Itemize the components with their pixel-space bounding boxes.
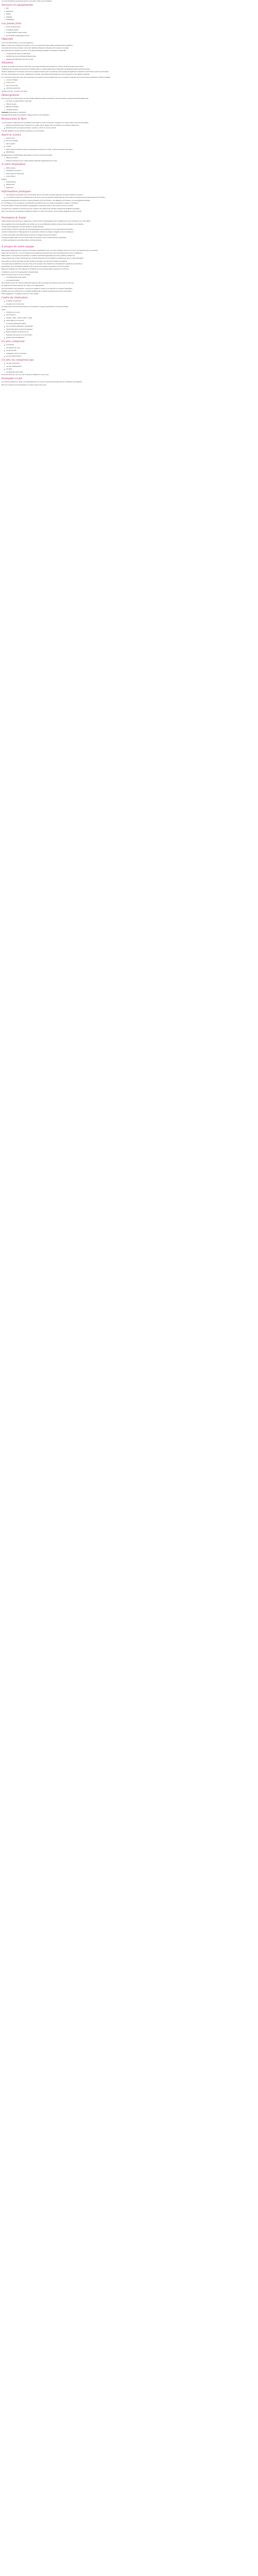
paragraph: Chaque session est l'occasion d'échanger avec d'autres professionnels et de partager vos expériences dans un cadre bienveillant. (2, 258, 84, 260)
list-item: Les repas (6, 368, 256, 370)
paragraph: Les personnes en situation de handicap peuvent contacter notre référent afin d'étudier ensemble les adaptations possibles. (2, 208, 80, 210)
list-item: Paperboard (6, 187, 256, 189)
paragraph: Depuis plus de quinze ans, nous accompagnons les entreprises et les particuliers dans le développement de leurs compétences. (2, 252, 83, 254)
paragraph: Les dates des prochaines sessions sont mises à jour régulièrement. (2, 285, 44, 287)
list-item: Pause déjeuner d'une heure (6, 320, 256, 321)
paragraph: Un questionnaire de satisfaction vous sera remis en fin de session afin d'améliorer continuellement la qualité de nos formations. (2, 263, 83, 265)
list-item: Mises en situation et études de cas (6, 331, 256, 333)
list-item: Les pauses café (6, 350, 256, 351)
hebergement-heading: Hébergement (2, 93, 20, 97)
cadre-list (2, 300, 256, 305)
paragraph: Inscription possible jusqu'à 15 jours avant le début de la session, dans la limite des places disponibles. (2, 236, 67, 239)
paragraph: Nos résultats : 98 % de stagiaires satisfaits et 95 % de taux de réussite aux évaluations de fin de formation. (2, 266, 70, 268)
list-item: Parc et jardins (6, 143, 256, 145)
list-item: Accompagnement personnalisé (6, 277, 256, 278)
list-item: Les dépenses personnelles (6, 371, 256, 373)
list-item: Soit 14 heures (6, 314, 256, 316)
prix-heading: Ce prix comprend (2, 340, 25, 344)
paragraph: Nous apprendrons ensemble à structurer votre démarche étape par étape et à anticiper les difficultés. (2, 50, 67, 52)
sub-label: Durée (2, 309, 6, 311)
intro-line: Ce cours fait partie du programme Lyceum. Ceci est le contenu pour formations. (2, 1, 53, 2)
paragraph: Les mesures sanitaires en vigueur sont appliquées dans nos locaux. Du gel hydroalcoolique est mis à disposition des stagiaires. (2, 381, 83, 383)
paragraph: Un devis personnalisé peut vous être adressé sur simple demande. (2, 226, 44, 228)
list-item: Gare à 10 minutes (6, 85, 256, 87)
list-item: Groupes réduits en petit nombre (6, 32, 256, 33)
paragraph: Conditions générales de vente disponibles sur simple demande. (2, 240, 42, 242)
paragraph: Notre accueil est ouvert du lundi au vendredi. (2, 274, 30, 276)
paragraph: Notre objectif : vous proposer des formations concrètes, directement applicables dans votre quotidien professionnel. (2, 255, 75, 257)
propos-heading: À propos de notre équipe (2, 245, 34, 249)
list-item: Formation sur 2 jours (6, 312, 256, 313)
list-item: Distributeur de boissons (6, 170, 256, 172)
duree-list (2, 312, 256, 339)
paragraph: Nous vous remercions de respecter le règlement intérieur du centre de formation, remis à chaque stagiaire lors de son arrivée. (2, 210, 82, 212)
paragraph: Renseignements complémentaires disponibles à l'accueil du centre de formation. (2, 154, 53, 156)
list-item: Brasserie proche de la place principale, ouverte en continu du lundi au samedi (6, 127, 256, 129)
objectifs-list (2, 53, 256, 60)
list-item: Office de tourisme (6, 157, 256, 159)
list-item: Randonnées et activités de plein air proposées aux alentours du centre, à découvrir pendant votre séjour (6, 149, 256, 150)
list-item: Résidence hôtelière (6, 106, 256, 108)
list-item: Horaires : 9h00 – 12h30 / 13h30 – 17h00 (6, 317, 256, 319)
paragraph: Notre engagement : la qualité au service de votre réussite. (2, 293, 39, 295)
list-item: Restaurant traditionnel avec formule du jour, entrée, plat et dessert, dans une ambiance conviviale et chaleureuse (6, 125, 256, 126)
paragraph: Notre équipe pédagogique est composée de formateurs expérimentés, issus du monde professionnel et reconnus pour leur expertise dans leur domaine. (2, 249, 99, 251)
paragraph: Contactez-nous pour tout renseignement complémentaire. (2, 271, 39, 273)
sport-heading: Sport & Loisirs (2, 133, 21, 137)
list-item: Accès en tramway (6, 79, 256, 81)
list-item: Salle de sport (6, 138, 256, 139)
paragraph: Le centre de formation est situé au centre-ville, à proximité immédiate des transports en commun et des principaux axes routiers. (2, 65, 84, 67)
note-text: disponibles sur réservation. (8, 112, 27, 114)
paragraph: Renseignements auprès du secrétariat : l'équipe se tient à votre disposition. (2, 114, 50, 116)
paragraph: Retrouvez l'ensemble de notre catalogue de formations et nos prochaines dates de sessions sur notre site. (2, 268, 69, 270)
list-item: Les horaires de la formation sont communiqués dans la convocation envoyée quelques jours avant le début de la session. (6, 194, 256, 196)
list-item: Restaurant (6, 11, 256, 12)
services-list (2, 8, 256, 21)
paragraph: Vous allez découvrir les principaux outils et les méthodes utilisées en entreprise afin de réussir vos projets. (2, 47, 70, 49)
paragraph: Le tarif indiqué comprend l'ensemble des frais pédagogiques et les supports de cours remis pendant la formation. (2, 229, 74, 231)
paragraph: Nous travaillons avec de nombreux partenaires régionaux afin de proposer des sessions au plus près de chez vous. (2, 282, 74, 284)
list-item: Les frais d'hébergement (6, 366, 256, 367)
list-item: Suivi après formation (6, 280, 256, 281)
list-item: Sur Ruthy, en partenariat au centre-ville (6, 100, 256, 102)
list-item: Hôtel de la gare (6, 104, 256, 105)
objectifs-intro: À la fin de cette formation, vous serez capable de : (2, 42, 34, 44)
list-item: Formateurs experts (6, 29, 256, 31)
list-item: Cinéma (6, 146, 256, 147)
list-item: Autoroute à proximité (6, 88, 256, 89)
list-item: Les supports de cours (6, 347, 256, 349)
infos-list (2, 194, 256, 199)
points-forts-list (2, 26, 256, 37)
list-item: Vestiaires (6, 16, 256, 18)
list-item: Chambres d'hôtes (6, 109, 256, 111)
formalite-heading: Formalité Covid (2, 377, 22, 381)
list-item: L'attestation de fin de formation (6, 353, 256, 354)
list-item: Cadre de travail serein (6, 26, 256, 28)
list-item: Groupe de 4 à 12 personnes (6, 303, 256, 305)
list-item: La formation (6, 344, 256, 346)
propos-list (2, 277, 256, 281)
situation-heading: Situation (2, 61, 13, 65)
paragraph: Les dates et lieux des prochaines sessions sont indiqués sur la page de présentation de chaque formation. (2, 306, 69, 308)
page (0, 0, 258, 386)
infos-heading: Informations pratiques (2, 190, 31, 193)
list-item: Photocopieur et imprimante (6, 173, 256, 175)
cadre-heading: Cadre de réalisation (2, 296, 28, 299)
paragraph: Nous restons à votre écoute avant, pendant et après la formation pour répondre à toutes vos questions. (2, 260, 68, 262)
list-item: Salle de pause (6, 167, 256, 169)
paragraph: Horaires d'accueil : du lundi au vendredi. (2, 90, 28, 92)
list-item: Identifier les bonnes pratiques professionnelles (6, 56, 256, 57)
list-item: Les frais de transport (6, 363, 256, 364)
list-item: Le suivi après formation (6, 355, 256, 357)
points-forts-heading: Les points forts (2, 22, 22, 25)
list-item: Tour de table et présentation des objectifs (6, 326, 256, 327)
paragraph: Plusieurs restaurants et commerces se trouvent à quelques minutes à pied. Une salle de pause équipée est également à disposition durant toute la durée de la formation. (2, 71, 109, 73)
list-item: Wifi (6, 8, 256, 9)
materiel-list (2, 178, 256, 189)
paragraph: Le bâtiment est accessible aux personnes à mobilité réduite. Un parking gratuit est à la disposition des stagiaires devant l'entrée principale. (2, 68, 90, 70)
list-item: Médiathèque (6, 151, 256, 153)
list-item: Accueil des participants à 8h45 (6, 323, 256, 325)
paragraph: Le midi, plusieurs restaurants sont accessibles à pied depuis le centre de formation, proposant une cuisine variée à des prix raisonnables. (2, 122, 89, 124)
list-item: Piscine municipale (6, 140, 256, 142)
list-item: Appliquer les méthodes à des cas concrets (6, 59, 256, 60)
list-item: Accès en bus (6, 82, 256, 83)
paragraph: Mettre en œuvre les compétences acquises au cours du module dans votre pratique professionnelle quotidienne. (2, 44, 73, 46)
disposition-heading: À votre disposition (2, 163, 26, 166)
paragraph: N'hésitez pas à nous solliciter pour un entretien préalable afin de définir ensemble votre parcours de formation. (2, 290, 72, 292)
paragraph: Nous pouvons vous communiquer une liste d'hôtels partenaires situés à proximité du lieu de formation, proposant des tarifs préférentiels. (2, 97, 89, 99)
paragraph: Les supports pédagogiques sont remis à chaque participant en fin de formation. Une attestation de formation vous sera également délivrée. (2, 199, 90, 201)
list-item: Questionnaire de satisfaction (6, 337, 256, 338)
sub-label: Matériel (2, 178, 7, 180)
list-item: Tableau blanc (6, 184, 256, 185)
list-item: Accès internet (6, 176, 256, 177)
paragraph: Les frais de déplacement, d'hébergement et de restauration restent à la charge du stagiaire ou de son employeur. (2, 231, 74, 233)
strong-label: Chambres (2, 112, 9, 114)
certif-heading: Formation & Santé (2, 216, 26, 220)
prix-exclus-list (2, 363, 256, 373)
list-item: Vidéoprojecteur (6, 181, 256, 183)
restaurants-heading: Restaurants & Bars (2, 117, 27, 121)
list-item: Comprendre les enjeux du sujet traité (6, 53, 256, 55)
list-item: Documentation pédagogique remise (6, 35, 256, 37)
paragraph: Pour toute demande, merci de nous contacter par téléphone ou par e-mail. (2, 374, 49, 376)
objectifs-heading: Objectifs (2, 38, 13, 41)
paragraph: En cas d'absence, merci de prévenir le secrétariat au plus tôt afin que nous puissions réorganiser la session si nécessaire. (2, 202, 79, 205)
list-item: Climatisation (6, 19, 256, 21)
list-item: Apports théoriques et exercices pratiques (6, 329, 256, 330)
paragraph: Nos conseillers sont à votre disposition pour étudier avec vous les différentes solutions de financement adaptées à votre situation. (2, 223, 84, 225)
prix-list (2, 344, 256, 357)
paragraph: Merci de consulter les recommandations en vigueur avant votre venue. (2, 384, 47, 386)
list-item: Formation en présentiel (6, 300, 256, 302)
disposition-list (2, 167, 256, 178)
paragraph: Une liste détaillée vous sera remise au premier jour de la formation. (2, 130, 45, 132)
hebergement-note (2, 112, 256, 113)
list-item: Évaluation des acquis en fin de formation (6, 334, 256, 336)
list-item: Parking (6, 13, 256, 15)
paragraph: En cas de besoin particulier, merci de nous prévenir au moment de votre inscription afin que nous puissions organiser votre accueil dans les meilleures conditions possibles. (2, 76, 111, 78)
paragraph: Pour les formations intra-entreprise, nous pouvons adapter le contenu et le calendrier à vos besoins spécifiques. (2, 287, 73, 290)
list-item: Musées et patrimoine local, visites guidées organisées régulièrement par la ville (6, 160, 256, 162)
paragraph: Cette formation peut être prise en charge dans le cadre du plan de développement des compétences de votre entreprise ou par votre OPCO. (2, 221, 91, 223)
services-heading: Services et équipements (2, 3, 33, 7)
sport-list (2, 138, 256, 154)
paragraph: Pour toute question d'ordre administratif ou pédagogique, notre équipe reste à votre écoute du lundi au vendredi. (2, 205, 74, 207)
paragraph: Pour plus d'informations sur l'accès, n'hésitez pas à contacter notre équipe administrative qui vous renseignera sur les meilleurs itinéraires. (2, 74, 90, 76)
prix-exclus-heading: Ce prix ne comprend pas (2, 359, 34, 362)
list-item: La formation se déroule en présentiel, dans nos locaux, avec des groupes de petite taille afin de favoriser les échanges entre les participants et le formateur. (6, 197, 256, 198)
paragraph: Le centre de formation est certifié Qualiopi au titre de la catégorie actions de formation. (2, 234, 57, 236)
restaurants-list (2, 125, 256, 129)
